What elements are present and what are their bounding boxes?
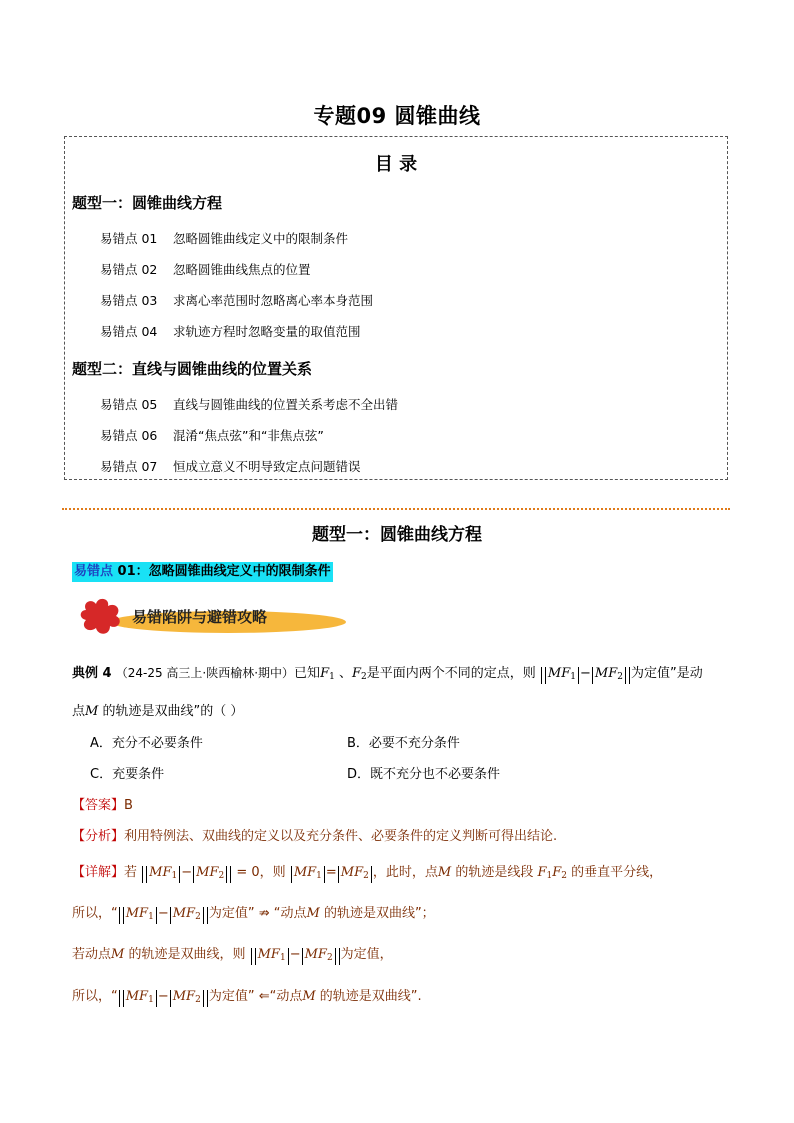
toc-item-code: 易错点 02	[100, 262, 158, 277]
answer-line	[72, 794, 133, 813]
math-abs-inner	[170, 907, 204, 924]
detail-text: 的轨迹是双曲线”.	[315, 989, 422, 1004]
answer-label: 【答案】	[72, 798, 125, 813]
toc-item-text: 求轨迹方程时忽略变量的取值范围	[173, 324, 361, 339]
splash-icon	[81, 599, 120, 634]
detail-label: 【详解】	[72, 865, 125, 880]
detail-text: 为定值”	[208, 906, 255, 921]
error-point-tag	[72, 562, 333, 582]
math-var: F	[351, 666, 362, 681]
toc-item[interactable]	[100, 457, 361, 475]
math-abs-inner	[592, 667, 626, 684]
error-point-tag-text: 01：忽略圆锥曲线定义中的限制条件	[113, 564, 331, 579]
detail-line-2	[72, 902, 435, 924]
math-abs-inner	[545, 667, 579, 684]
math-abs-inner	[193, 866, 227, 883]
toc-item[interactable]	[100, 395, 398, 413]
answer-value: B	[124, 798, 133, 813]
math-op: −	[579, 666, 591, 681]
math-var: MF	[196, 865, 219, 880]
detail-text: ，此时，点	[372, 865, 438, 880]
math-sub: 1	[171, 871, 178, 881]
example-question-line-2	[72, 700, 243, 719]
math-sub: 1	[279, 953, 286, 963]
detail-text: 为定值”	[208, 989, 255, 1004]
toc-item-text: 忽略圆锥曲线焦点的位置	[173, 262, 311, 277]
section-divider	[62, 508, 730, 510]
math-abs-inner	[170, 990, 204, 1007]
math-var: M	[111, 947, 125, 962]
math-var: M	[85, 704, 99, 719]
math-sub: 1	[546, 871, 553, 881]
detail-text: 若动点	[72, 947, 112, 962]
question-text: 的轨迹是双曲线”的（ ）	[102, 704, 244, 719]
toc-section-2-title[interactable]: 题型二：直线与圆锥曲线的位置关系	[72, 360, 313, 378]
math-abs	[291, 866, 325, 883]
math-abs-inner	[123, 907, 157, 924]
math-abs-inner	[255, 948, 289, 965]
math-var: F	[320, 666, 330, 681]
detail-text: 的轨迹是双曲线”；	[319, 906, 435, 921]
question-text: 是平面内两个不同的定点，则	[366, 666, 536, 681]
math-op: ⇏	[258, 906, 270, 921]
toc-item-code: 易错点 04	[100, 324, 158, 339]
math-var: M	[306, 906, 320, 921]
toc-item-text: 忽略圆锥曲线定义中的限制条件	[173, 231, 349, 246]
math-op: −	[157, 989, 169, 1004]
math-var: MF	[304, 947, 327, 962]
toc-section-1-title[interactable]: 题型一：圆锥曲线方程	[72, 194, 223, 212]
math-abs	[251, 948, 340, 965]
toc-item-text: 恒成立意义不明导致定点问题错误	[173, 459, 361, 474]
trap-banner-title: 易错陷阱与避错攻略	[132, 608, 268, 626]
math-abs	[142, 866, 231, 883]
toc-item[interactable]	[100, 426, 324, 444]
math-op: −	[181, 865, 193, 880]
toc-item-code: 易错点 07	[100, 459, 158, 474]
math-var: MF	[340, 865, 364, 880]
toc-item-code: 易错点 01	[100, 231, 158, 246]
analysis-text: 利用特例法、双曲线的定义以及充分条件、必要条件的定义判断可得出结论.	[124, 829, 558, 844]
toc-item[interactable]	[100, 291, 373, 309]
option-d[interactable]: D．既不充分也不必要条件	[347, 767, 501, 782]
question-text: 已知	[294, 666, 321, 681]
math-sub: 2	[561, 871, 568, 881]
example-source: （24-25 高三上·陕西榆林·期中）	[115, 666, 295, 680]
option-c[interactable]: C．充要条件	[90, 767, 165, 782]
question-text: 、	[338, 666, 352, 681]
detail-text: 的轨迹是双曲线，则	[124, 947, 246, 962]
math-op: ⇐	[258, 989, 270, 1004]
detail-text: 的轨迹是线段	[451, 865, 534, 880]
math-var: MF	[125, 989, 149, 1004]
example-question-line-1	[72, 662, 703, 684]
analysis-line	[72, 825, 557, 844]
math-var: MF	[257, 947, 280, 962]
detail-text: 的垂直平分线，	[567, 865, 663, 880]
math-sub: 2	[361, 672, 367, 682]
math-sub: 1	[316, 871, 322, 881]
error-point-tag-prefix: 易错点	[74, 564, 114, 579]
math-var: MF	[149, 865, 172, 880]
math-sub: 1	[570, 672, 576, 682]
math-var: MF	[172, 906, 196, 921]
analysis-label: 【分析】	[72, 829, 125, 844]
detail-text: = 0，则	[232, 865, 286, 880]
math-abs-inner	[123, 990, 157, 1007]
section-heading: 题型一：圆锥曲线方程	[312, 525, 482, 545]
page-title: 专题09 圆锥曲线	[313, 104, 481, 128]
math-abs-inner	[146, 866, 180, 883]
toc-item[interactable]	[100, 229, 348, 247]
toc-item-code: 易错点 05	[100, 397, 158, 412]
math-sub: 1	[148, 995, 154, 1005]
toc-item[interactable]	[100, 260, 311, 278]
example-label: 典例 4	[72, 666, 112, 681]
detail-line-3	[72, 943, 393, 965]
detail-text: “动点	[269, 989, 303, 1004]
math-var: M	[437, 865, 452, 880]
math-op: −	[157, 906, 169, 921]
toc-item-code: 易错点 06	[100, 428, 158, 443]
math-abs	[119, 907, 208, 924]
math-abs	[338, 866, 372, 883]
math-abs-inner	[302, 948, 336, 965]
math-sub: 1	[329, 672, 335, 682]
math-var: F	[552, 865, 562, 880]
toc-item-text: 直线与圆锥曲线的位置关系考虑不全出错	[173, 397, 399, 412]
math-var: M	[302, 989, 316, 1004]
detail-text: 所以，“	[72, 989, 118, 1004]
math-var: F	[537, 865, 547, 880]
detail-text: 为定值，	[340, 947, 393, 962]
detail-text: “动点	[273, 906, 307, 921]
math-op: −	[289, 947, 301, 962]
question-text: 点	[72, 704, 86, 719]
math-var: MF	[125, 906, 149, 921]
math-sub: 2	[195, 995, 201, 1005]
math-sub: 2	[363, 871, 369, 881]
question-text: 为定值”是动	[630, 666, 703, 681]
toc-item-text: 混淆“焦点弦”和“非焦点弦”	[173, 428, 324, 443]
toc-item-code: 易错点 03	[100, 293, 158, 308]
toc-item[interactable]	[100, 322, 361, 340]
math-sub: 2	[218, 871, 225, 881]
math-var: MF	[547, 666, 571, 681]
math-sub: 1	[148, 912, 154, 922]
math-var: MF	[172, 989, 196, 1004]
detail-line-1	[72, 861, 662, 883]
toc-heading: 目 录	[374, 154, 418, 175]
math-var: MF	[594, 666, 618, 681]
math-sub: 2	[326, 953, 333, 963]
math-abs	[119, 990, 208, 1007]
detail-text: 所以，“	[72, 906, 118, 921]
math-op: =	[325, 865, 337, 880]
option-b[interactable]: B．必要不充分条件	[347, 736, 460, 751]
detail-line-4	[72, 985, 422, 1007]
detail-text: 若	[124, 865, 138, 880]
option-a[interactable]: A．充分不必要条件	[90, 736, 203, 751]
math-var: MF	[293, 865, 317, 880]
toc-item-text: 求离心率范围时忽略离心率本身范围	[173, 293, 374, 308]
math-abs	[541, 667, 630, 684]
math-sub: 2	[195, 912, 201, 922]
math-sub: 2	[617, 672, 623, 682]
